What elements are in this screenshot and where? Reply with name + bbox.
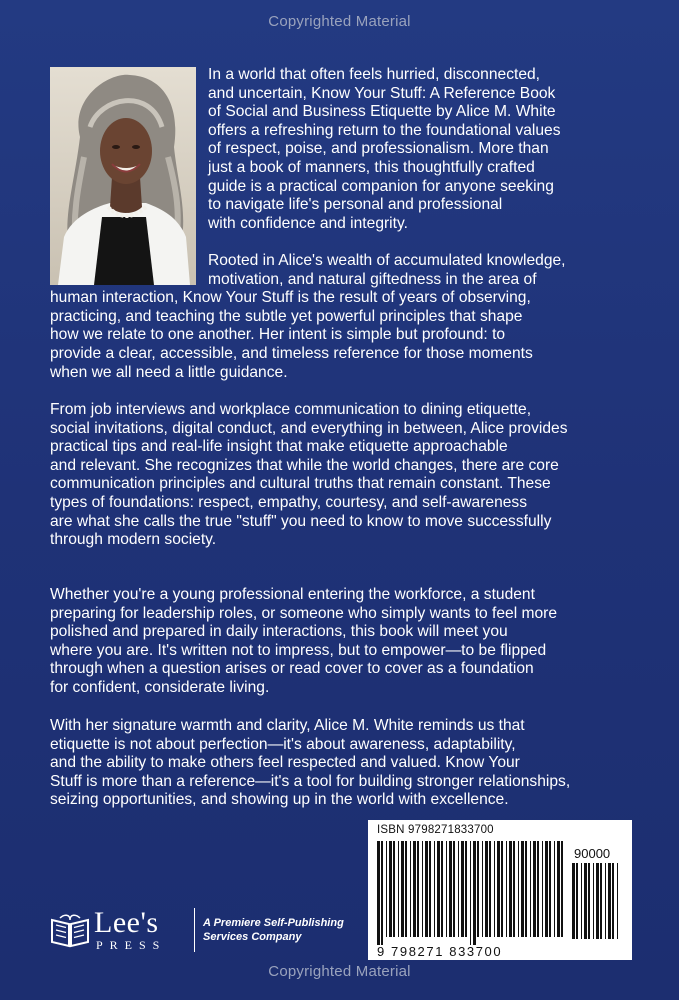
barcode-bar xyxy=(525,841,527,937)
barcode-bar xyxy=(477,841,479,937)
text-line: through when a question arises or read cover to cover as a foundation xyxy=(50,660,534,678)
barcode-digits: 9 798271 833700 xyxy=(377,944,503,959)
barcode-bar xyxy=(608,863,611,939)
text-line: and relevant. She recognizes that while the world changes, there are core xyxy=(50,456,559,474)
barcode-bar xyxy=(584,863,587,939)
barcode-bar xyxy=(449,841,452,937)
price-code: 90000 xyxy=(574,846,611,861)
tagline-line: A Premiere Self-Publishing xyxy=(203,917,344,929)
text-line: communication principles and cultural truths that remain constant. These xyxy=(50,475,551,493)
barcode-bar xyxy=(600,863,602,939)
barcode-bar xyxy=(521,841,524,937)
barcode-bar xyxy=(425,841,428,937)
watermark-bottom: Copyrighted Material xyxy=(268,963,411,980)
barcode-bar xyxy=(588,863,590,939)
barcode-bar xyxy=(485,841,488,937)
text-line: seizing opportunities, and showing up in the world with excellence. xyxy=(50,791,509,809)
barcode-bar xyxy=(572,863,575,939)
barcode-bar xyxy=(413,841,416,937)
barcode-bar xyxy=(612,863,614,939)
open-book-icon xyxy=(50,912,90,948)
text-line: of Social and Business Etiquette by Alice M. White xyxy=(208,103,556,121)
text-line: are what she calls the true "stuff" you need to know to move successfully xyxy=(50,512,552,530)
text-line: just a book of manners, this thoughtfully crafted xyxy=(208,158,535,176)
text-line: preparing for leadership roles, or someone who simply wants to feel more xyxy=(50,604,558,622)
barcode-bar xyxy=(542,841,543,937)
publisher-logo xyxy=(50,904,350,954)
barcode-bar xyxy=(473,841,476,945)
text-line: to navigate life's personal and professional xyxy=(208,196,503,214)
tagline-line: Services Company xyxy=(203,931,302,943)
paragraph-rooted xyxy=(50,252,648,382)
barcode-bar xyxy=(482,841,483,937)
barcode-bar xyxy=(441,841,443,937)
text-line: for confident, considerate living. xyxy=(50,678,270,696)
isbn-barcode xyxy=(368,820,632,960)
barcode-bar xyxy=(429,841,431,937)
text-line: and uncertain, Know Your Stuff: A Reference Book xyxy=(208,84,556,102)
barcode-bar xyxy=(576,863,578,939)
text-line: of respect, poise, and professionalism. More than xyxy=(208,140,549,158)
text-line: practical tips and real-life insight that make etiquette approachable xyxy=(50,438,508,456)
text-line: polished and prepared in daily interactions, this book will meet you xyxy=(50,623,508,641)
text-line: With her signature warmth and clarity, Alice M. White reminds us that xyxy=(50,717,525,734)
text-line: etiquette is not about perfection—it's about awareness, adaptability, xyxy=(50,735,516,753)
text-line: practicing, and teaching the subtle yet powerful principles that shape xyxy=(50,307,523,325)
paragraph-closing xyxy=(50,717,652,810)
barcode-bar xyxy=(533,841,536,937)
text-line: Rooted in Alice's wealth of accumulated knowledge, xyxy=(208,252,566,269)
barcode-bar xyxy=(530,841,531,937)
text-line: social invitations, digital conduct, and everything in between, Alice provides xyxy=(50,419,568,437)
barcode-bar xyxy=(513,841,515,937)
text-line: motivation, and natural giftedness in the area of xyxy=(208,270,537,288)
text-line: with confidence and integrity. xyxy=(208,214,408,232)
barcode-bar xyxy=(461,841,464,937)
barcode-bar xyxy=(545,841,548,937)
barcode-bar xyxy=(398,841,399,937)
text-line: through modern society. xyxy=(50,531,217,549)
text-line: guide is a practical companion for anyone seeking xyxy=(208,177,554,195)
barcode-bar xyxy=(537,841,539,937)
publisher-tagline xyxy=(203,916,344,944)
text-line: human interaction, Know Your Stuff is the result of years of observing, xyxy=(50,289,531,307)
barcode-bar xyxy=(509,841,512,937)
publisher-press: PRESS xyxy=(96,938,167,952)
text-line: where you are. It's written not to impress, but to empower—to be flipped xyxy=(50,641,547,659)
text-line: Stuff is more than a reference—it's a tool for building stronger relationships, xyxy=(50,772,571,790)
barcode-bar xyxy=(389,841,392,937)
barcode-bar xyxy=(434,841,435,937)
barcode-bar xyxy=(489,841,491,937)
publisher-name: Lee's xyxy=(94,906,159,939)
barcode-bar xyxy=(377,841,380,945)
barcode-bars xyxy=(377,841,567,945)
barcode-bar xyxy=(410,841,411,937)
text-line: From job interviews and workplace communication to dining etiquette, xyxy=(50,401,532,418)
barcode-bar xyxy=(596,863,599,939)
barcode-bar xyxy=(470,841,471,945)
barcode-bar xyxy=(381,841,383,945)
barcode-bar xyxy=(417,841,419,937)
barcode-bar xyxy=(497,841,500,937)
barcode-bar xyxy=(401,841,404,937)
text-line: In a world that often feels hurried, disconnected, xyxy=(208,66,540,83)
barcode-bar xyxy=(405,841,407,937)
text-line: types of foundations: respect, empathy, courtesy, and self-awareness xyxy=(50,493,528,511)
barcode-bar xyxy=(494,841,495,937)
barcode-bar xyxy=(422,841,423,937)
text-line: Whether you're a young professional entering the workforce, a student xyxy=(50,586,535,603)
text-line: offers a refreshing return to the foundational values xyxy=(208,121,561,139)
barcode-bar xyxy=(518,841,519,937)
barcode-bar xyxy=(581,863,582,939)
barcode-bar xyxy=(453,841,455,937)
author-portrait-image xyxy=(50,67,196,285)
text-line: when we all need a little guidance. xyxy=(50,363,288,381)
barcode-bar xyxy=(617,863,618,939)
barcode-bar xyxy=(501,841,503,937)
author-photo xyxy=(50,67,196,285)
addon-barcode-bars xyxy=(572,863,622,947)
barcode-bar xyxy=(557,841,560,937)
paragraph-audience xyxy=(50,586,652,698)
paragraph-topics xyxy=(50,401,652,550)
paragraph-intro xyxy=(208,66,638,233)
text-line: how we relate to one another. Her intent is simple but profound: to xyxy=(50,326,506,344)
barcode-bar xyxy=(549,841,551,937)
barcode-bar xyxy=(465,841,467,937)
text-line: and the ability to make others feel respected and valued. Know Your xyxy=(50,754,520,772)
barcode-bar xyxy=(446,841,447,937)
barcode-bar xyxy=(554,841,555,937)
logo-divider xyxy=(194,908,195,952)
isbn-label: ISBN 9798271833700 xyxy=(377,824,494,836)
barcode-bar xyxy=(506,841,507,937)
barcode-bar xyxy=(605,863,606,939)
barcode-bar xyxy=(593,863,594,939)
barcode-bar xyxy=(458,841,459,937)
barcode-bar xyxy=(393,841,395,937)
barcode-bar xyxy=(437,841,440,937)
watermark-top: Copyrighted Material xyxy=(268,13,411,30)
barcode-bar xyxy=(386,841,387,937)
barcode-bar xyxy=(561,841,563,937)
text-line: provide a clear, accessible, and timeless reference for those moments xyxy=(50,344,533,362)
